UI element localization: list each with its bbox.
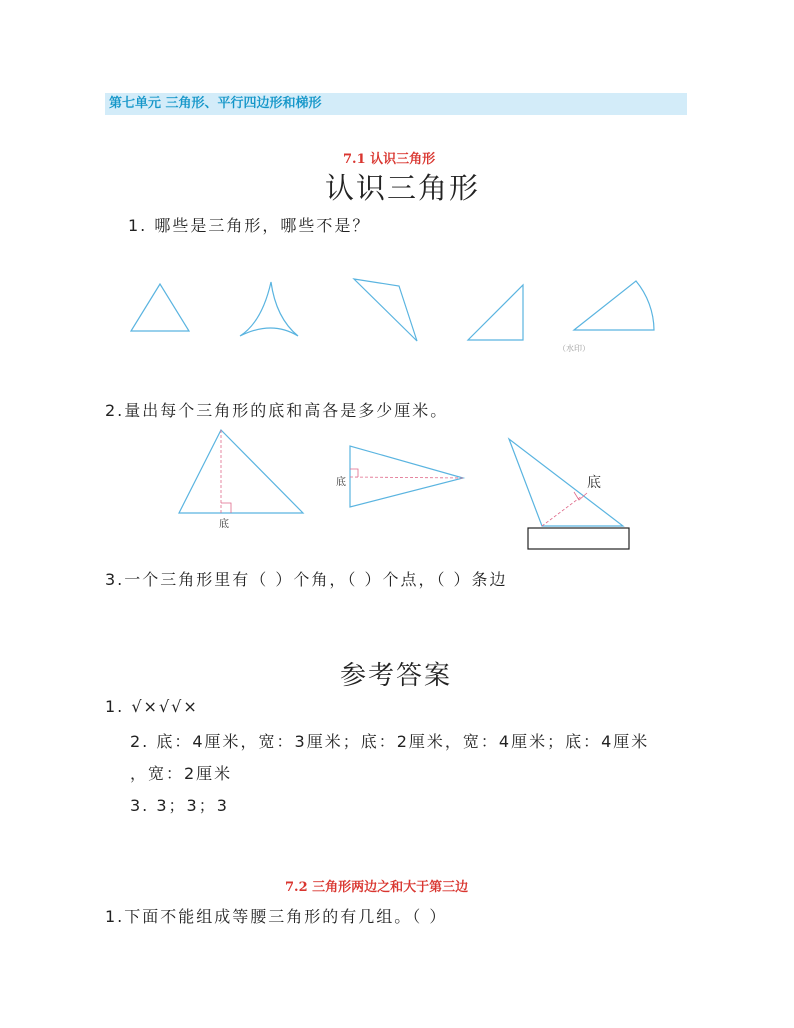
unit-header: 第七单元 三角形、平行四边形和梯形 [105,93,687,115]
right-angle-a [221,503,231,513]
label-base-c: 底 [587,475,601,491]
question-2: 2.量出每个三角形的底和高各是多少厘米。 [105,401,449,420]
section-7-1-title: 7.1 认识三角形 [343,152,436,167]
triangle-c [509,439,623,526]
answer-2-line-2: ，宽：2厘米 [130,764,233,783]
question-1: 1. 哪些是三角形，哪些不是？ [128,216,371,235]
triangle-b [350,446,463,507]
label-base-a: 底 [219,519,229,530]
answer-2-line-1: 2. 底：4厘米，宽：3厘米；底：2厘米，宽：4厘米；底：4厘米 [130,732,650,751]
page-title: 认识三角形 [325,171,481,205]
answer-box [528,528,629,549]
label-base-b: 底 [336,477,346,488]
section-2-question-1: 1.下面不能组成等腰三角形的有几组。（ ） [105,907,448,926]
watermark-text: （水印） [558,344,590,353]
right-angle-b [350,469,358,477]
answer-3: 3. 3；3；3 [130,796,229,815]
answer-1: 1. √×√√× [105,697,199,716]
triangle-a [179,430,303,513]
question-3: 3.一个三角形里有（ ）个角，（ ）个点，（ ）条边 [105,570,508,589]
answers-title: 参考答案 [340,661,453,691]
height-c [542,496,582,526]
section-7-2-title: 7.2 三角形两边之和大于第三边 [285,880,469,895]
height-b [350,477,463,478]
